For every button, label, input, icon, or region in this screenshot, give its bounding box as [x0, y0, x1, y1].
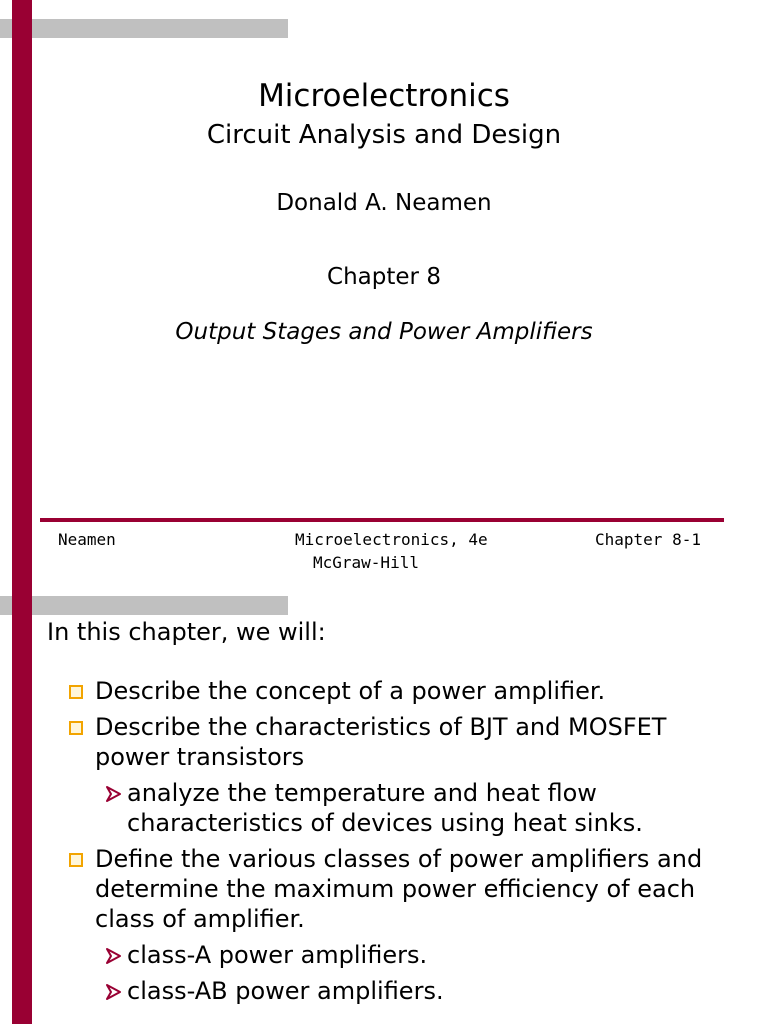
slide-title: Microelectronics [258, 78, 510, 114]
box-bullet-icon [69, 844, 83, 874]
intro-heading: In this chapter, we will: [47, 618, 326, 646]
list-item-text: Describe the characteristics of BJT and MOSFET power transistors [95, 713, 667, 771]
author-name: Donald A. Neamen [276, 190, 492, 216]
footer-publisher: McGraw-Hill [313, 553, 419, 572]
chapter-title: Output Stages and Power Amplifiers [175, 319, 593, 345]
list-item [0, 712, 768, 772]
list-item [0, 844, 768, 934]
list-item [0, 778, 768, 838]
list-item [0, 976, 768, 1006]
header-gray-bar [0, 19, 288, 38]
content-slide [0, 594, 768, 1024]
footer-author: Neamen [58, 530, 116, 549]
chapter-number: Chapter 8 [327, 264, 441, 290]
list-item-text: Describe the concept of a power amplifier. [95, 677, 606, 705]
slide-subtitle: Circuit Analysis and Design [206, 120, 562, 150]
arrow-bullet-icon [105, 976, 122, 1001]
box-bullet-icon [69, 712, 83, 742]
footer-slide-number: Chapter 8-1 [595, 530, 701, 549]
arrow-bullet-icon [105, 940, 122, 965]
objectives-list [0, 676, 768, 1012]
list-item-text: class-A power amplifiers. [127, 941, 428, 969]
footer-divider [40, 518, 724, 522]
list-item [0, 940, 768, 970]
footer-book-title: Microelectronics, 4e [295, 530, 488, 549]
list-item-text: Define the various classes of power amplifiers and determine the maximum power efficiency of each class of amplifier. [95, 845, 703, 933]
arrow-bullet-icon [105, 778, 122, 803]
box-bullet-icon [69, 676, 83, 706]
header-gray-bar [0, 596, 288, 615]
list-item-text: analyze the temperature and heat flow characteristics of devices using heat sinks. [127, 779, 643, 837]
list-item-text: class-AB power amplifiers. [127, 977, 444, 1005]
list-item [0, 676, 768, 706]
